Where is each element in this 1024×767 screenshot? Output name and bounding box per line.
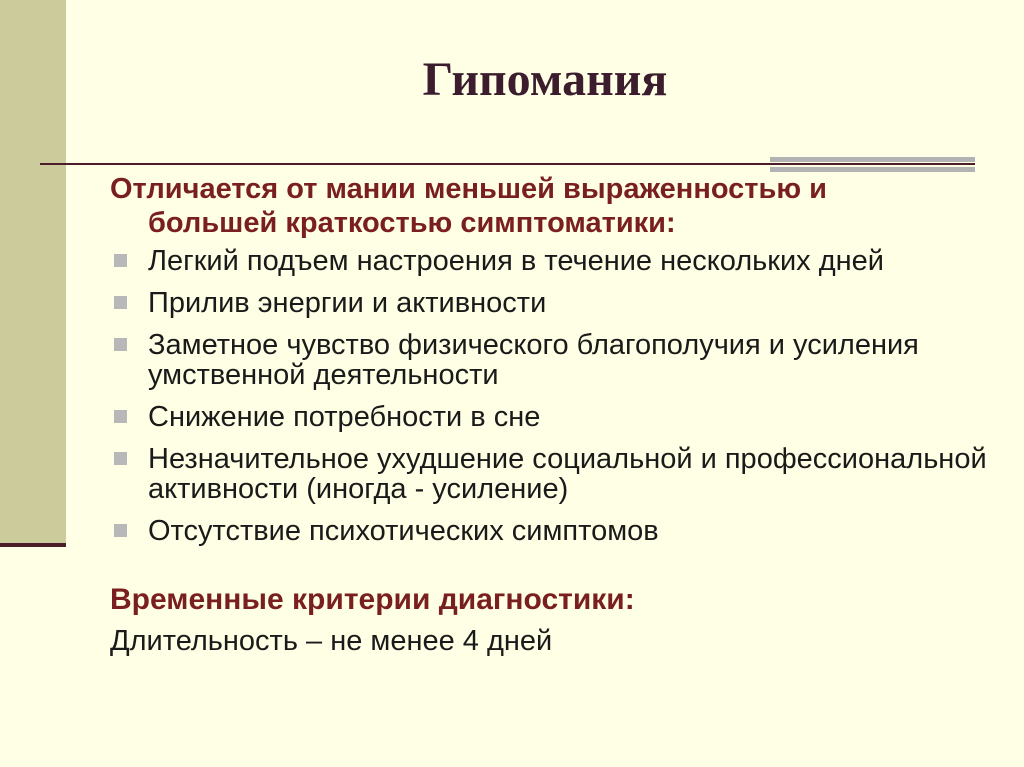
left-decorative-band: [0, 0, 66, 545]
lead-statement: [110, 172, 990, 240]
bullet-square-icon: [114, 296, 127, 309]
bullet-square-icon: [114, 524, 127, 537]
lead-line-2: большей краткостью симптоматики:: [148, 207, 676, 239]
symptom-list: [110, 246, 990, 546]
list-item-text: Незначительное ухудшение социальной и профессиональной активности (иногда - усиление): [148, 443, 987, 505]
list-item: [110, 516, 990, 546]
bullet-square-icon: [114, 338, 127, 351]
list-item: [110, 288, 990, 318]
list-item: [110, 402, 990, 432]
list-item: [110, 444, 990, 504]
left-band-divider: [0, 543, 66, 547]
list-item-text: Легкий подъем настроения в течение нескольких дней: [148, 245, 885, 277]
bullet-square-icon: [114, 410, 127, 423]
criteria-heading: Временные критерии диагностики:: [110, 583, 635, 616]
list-item: [110, 330, 990, 390]
criteria-text: Длительность – не менее 4 дней: [110, 625, 553, 657]
list-item-text: Снижение потребности в сне: [148, 401, 541, 433]
list-item: [110, 246, 990, 276]
bullet-square-icon: [114, 452, 127, 465]
accent-bar: [770, 157, 975, 162]
slide-body: [110, 172, 990, 658]
list-item-text: Прилив энергии и активности: [148, 287, 547, 319]
lead-line-1: Отличается от мании меньшей выраженностью и: [110, 173, 827, 205]
list-item-text: Заметное чувство физического благополучия и усиления умственной деятельности: [148, 329, 919, 391]
slide-title: Гипомания: [422, 53, 668, 106]
list-item-text: Отсутствие психотических симптомов: [148, 515, 659, 547]
bullet-square-icon: [114, 254, 127, 267]
